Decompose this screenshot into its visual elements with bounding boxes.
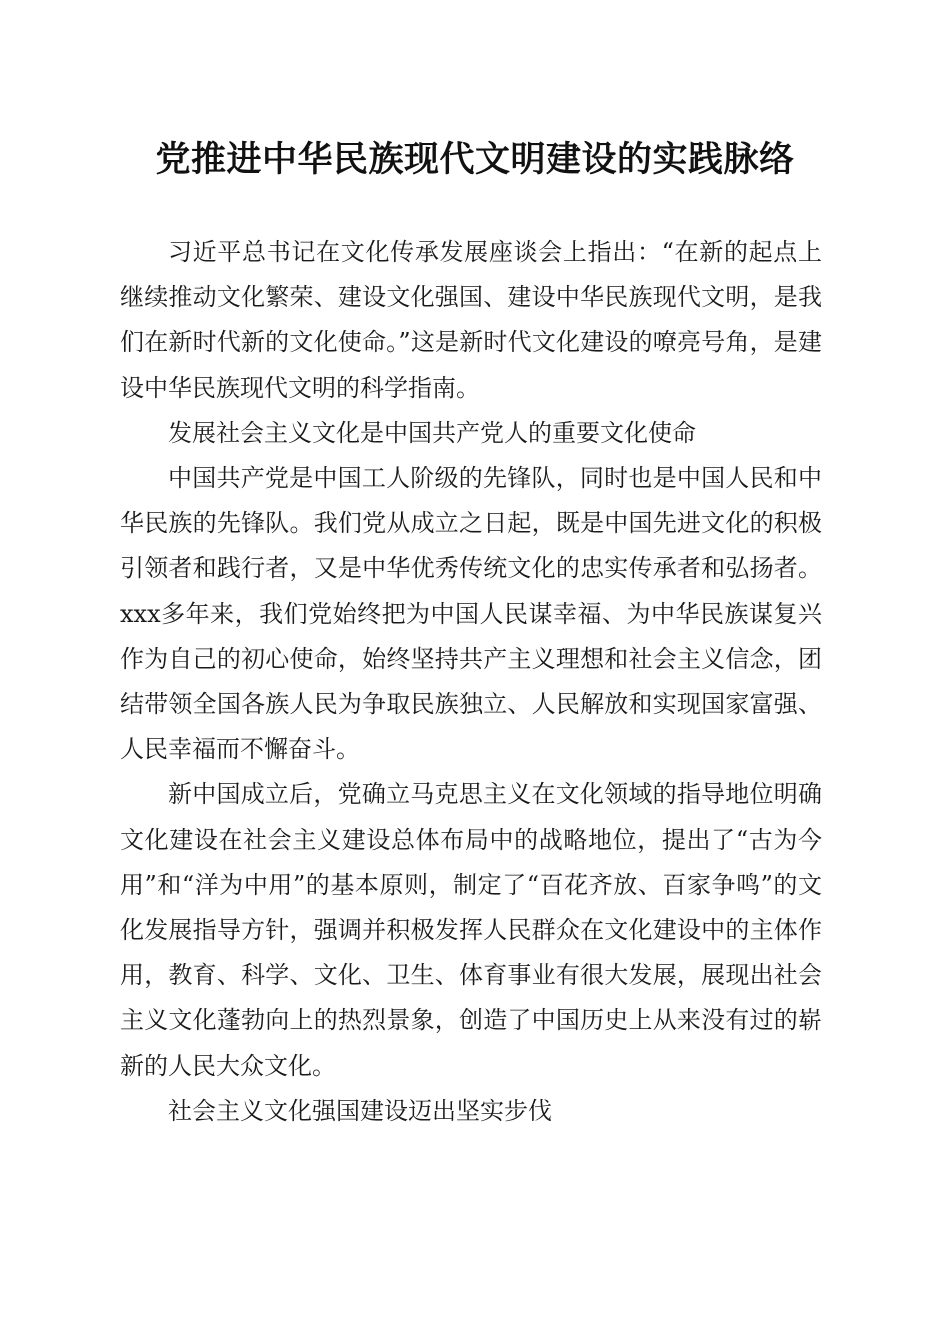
paragraph-intro: 习近平总书记在文化传承发展座谈会上指出：“在新的起点上继续推动文化繁荣、建设文化强国、建设中华民族现代文明，是我们在新时代新的文化使命。”这是新时代文化建设的嘹亮号角，是建设中华民族现代文明的科学指南。 bbox=[120, 238, 822, 402]
document-title: 党推进中华民族现代文明建设的实践脉络 bbox=[155, 139, 795, 180]
document-body bbox=[120, 230, 822, 1134]
paragraph-new-china: 新中国成立后，党确立马克思主义在文化领域的指导地位明确文化建设在社会主义建设总体布局中的战略地位，提出了“古为今用”和“洋为中用”的基本原则，制定了“百花齐放、百家争鸣”的文化发展指导方针，强调并积极发挥人民群众在文化建设中的主体作用，教育、科学、文化、卫生、体育事业有很大发展，展现出社会主义文化蓬勃向上的热烈景象，创造了中国历史上从来没有过的崭新的人民大众文化。 bbox=[120, 780, 822, 1080]
section-heading: 社会主义文化强国建设迈出坚实步伐 bbox=[168, 1096, 552, 1125]
section-heading: 发展社会主义文化是中国共产党人的重要文化使命 bbox=[168, 418, 696, 447]
paragraph-party-vanguard: 中国共产党是中国工人阶级的先锋队，同时也是中国人民和中华民族的先锋队。我们党从成立之日起，既是中国先进文化的积极引领者和践行者，又是中华优秀传统文化的忠实传承者和弘扬者。xxx多年来，我们党始终把为中国人民谋幸福、为中华民族谋复兴作为自己的初心使命，始终坚持共产主义理想和社会主义信念，团结带领全国各族人民为争取民族独立、人民解放和实现国家富强、人民幸福而不懈奋斗。 bbox=[120, 464, 822, 764]
